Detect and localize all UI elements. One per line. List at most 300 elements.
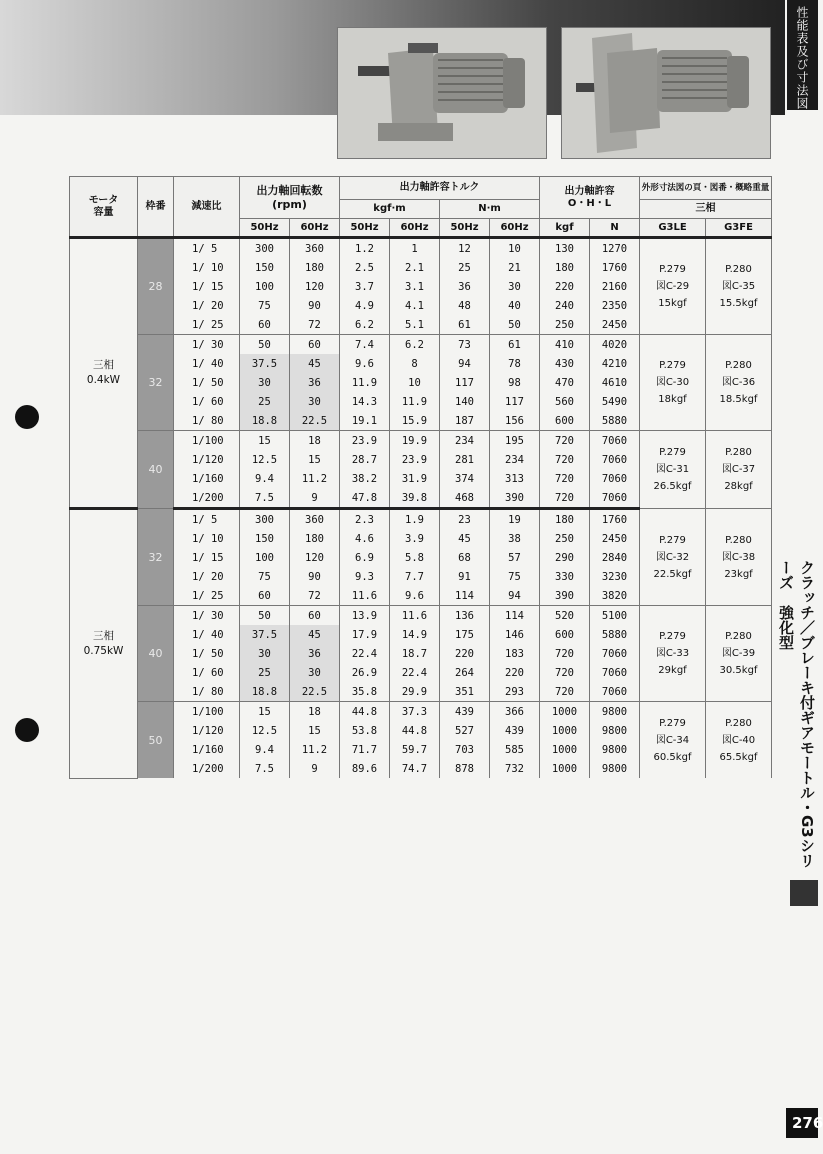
table-cell: 18 [290,702,340,722]
table-cell: 7.7 [390,567,440,586]
col-kgfm-50: 50Hz [340,219,390,238]
table-cell: 19 [490,509,540,530]
table-cell: 7060 [590,644,640,663]
table-cell: 25 [240,663,290,682]
reduction-ratio: 1/ 50 [174,373,240,392]
table-cell: 7060 [590,488,640,509]
g3fe-dimension-ref: P.280 図C-38 23kgf [706,509,772,606]
table-cell: 180 [540,509,590,530]
table-cell: 1000 [540,721,590,740]
col-g3le: G3LE [640,219,706,238]
table-cell: 313 [490,469,540,488]
g3fe-dimension-ref: P.280 図C-37 28kgf [706,431,772,509]
reduction-ratio: 1/100 [174,431,240,451]
g3le-dimension-ref: P.279 図C-33 29kgf [640,606,706,702]
table-cell: 30 [240,644,290,663]
table-cell: 90 [290,567,340,586]
table-cell: 720 [540,682,590,702]
table-cell: 470 [540,373,590,392]
table-cell: 9800 [590,740,640,759]
table-cell: 19.9 [390,431,440,451]
table-cell: 71.7 [340,740,390,759]
reduction-ratio: 1/160 [174,740,240,759]
col-speed: 出力軸回転数 (rpm) [240,177,340,219]
table-cell: 117 [440,373,490,392]
motor-capacity: 三相 0.4kW [70,238,138,509]
table-cell: 15 [290,721,340,740]
table-cell: 12.5 [240,450,290,469]
reduction-ratio: 1/ 80 [174,411,240,431]
table-cell: 38 [490,529,540,548]
table-cell: 732 [490,759,540,778]
table-cell: 9.3 [340,567,390,586]
table-cell: 5880 [590,625,640,644]
table-cell: 5100 [590,606,640,626]
table-cell: 180 [290,529,340,548]
table-row [70,431,772,451]
table-row [70,335,772,355]
gearmotor-foot-illustration [338,28,546,158]
table-cell: 9.4 [240,740,290,759]
table-row [70,509,772,530]
table-cell: 300 [240,509,290,530]
frame-number: 32 [138,509,174,606]
table-cell: 600 [540,411,590,431]
table-cell: 50 [240,606,290,626]
reduction-ratio: 1/ 10 [174,258,240,277]
table-cell: 351 [440,682,490,702]
table-row [70,238,772,259]
reduction-ratio: 1/ 30 [174,335,240,355]
col-ratio: 減速比 [174,177,240,238]
table-cell: 1.9 [390,509,440,530]
table-cell: 30 [490,277,540,296]
table-cell: 250 [540,529,590,548]
table-cell: 9800 [590,759,640,778]
reduction-ratio: 1/120 [174,721,240,740]
table-cell: 91 [440,567,490,586]
table-cell: 45 [290,625,340,644]
table-cell: 23.9 [390,450,440,469]
table-cell: 150 [240,258,290,277]
table-cell: 7060 [590,431,640,451]
series-title: クラッチ／ブレーキ付ギアモートル・G3シリーズ 強化型 [777,560,816,868]
table-cell: 4.9 [340,296,390,315]
table-cell: 50 [240,335,290,355]
g3fe-dimension-ref: P.280 図C-36 18.5kgf [706,335,772,431]
table-cell: 156 [490,411,540,431]
table-cell: 9800 [590,702,640,722]
table-cell: 264 [440,663,490,682]
table-cell: 5880 [590,411,640,431]
table-cell: 220 [540,277,590,296]
table-cell: 60 [240,586,290,606]
table-cell: 12.5 [240,721,290,740]
table-cell: 360 [290,509,340,530]
table-cell: 720 [540,663,590,682]
table-cell: 11.2 [290,740,340,759]
col-kgfm-60: 60Hz [390,219,440,238]
table-cell: 117 [490,392,540,411]
frame-number: 32 [138,335,174,431]
table-cell: 90 [290,296,340,315]
section-tab[interactable]: 性能表及び寸法図 [787,0,818,110]
table-cell: 1000 [540,702,590,722]
table-cell: 9.4 [240,469,290,488]
table-cell: 18.7 [390,644,440,663]
table-cell: 2.1 [390,258,440,277]
table-cell: 19.1 [340,411,390,431]
table-cell: 7060 [590,469,640,488]
col-nm: N·m [440,200,540,219]
col-motor: モータ 容量 [70,177,138,238]
table-cell: 220 [440,644,490,663]
g3le-dimension-ref: P.279 図C-30 18kgf [640,335,706,431]
table-cell: 4020 [590,335,640,355]
table-cell: 78 [490,354,540,373]
table-cell: 5.1 [390,315,440,335]
table-cell: 140 [440,392,490,411]
table-cell: 7.5 [240,759,290,778]
table-cell: 68 [440,548,490,567]
table-cell: 720 [540,431,590,451]
table-cell: 2450 [590,315,640,335]
table-cell: 10 [390,373,440,392]
reduction-ratio: 1/ 60 [174,392,240,411]
g3le-dimension-ref: P.279 図C-31 26.5kgf [640,431,706,509]
table-cell: 11.2 [290,469,340,488]
table-cell: 187 [440,411,490,431]
binding-hole-bottom [15,718,39,742]
table-cell: 100 [240,277,290,296]
table-cell: 7.5 [240,488,290,509]
g3le-dimension-ref: P.279 図C-34 60.5kgf [640,702,706,779]
frame-number: 28 [138,238,174,335]
table-cell: 44.8 [340,702,390,722]
reduction-ratio: 1/ 25 [174,315,240,335]
table-cell: 8 [390,354,440,373]
table-cell: 1.2 [340,238,390,259]
table-cell: 293 [490,682,540,702]
table-cell: 23 [440,509,490,530]
table-cell: 439 [490,721,540,740]
table-cell: 45 [290,354,340,373]
table-cell: 7060 [590,450,640,469]
reduction-ratio: 1/ 5 [174,509,240,530]
table-cell: 15.9 [390,411,440,431]
table-cell: 1760 [590,509,640,530]
table-cell: 7.4 [340,335,390,355]
table-cell: 37.5 [240,625,290,644]
table-cell: 234 [490,450,540,469]
table-cell: 9 [290,759,340,778]
table-cell: 22.4 [390,663,440,682]
g3fe-dimension-ref: P.280 図C-39 30.5kgf [706,606,772,702]
table-cell: 703 [440,740,490,759]
table-cell: 2840 [590,548,640,567]
table-cell: 9.6 [390,586,440,606]
table-cell: 61 [490,335,540,355]
table-cell: 22.4 [340,644,390,663]
col-nm-60: 60Hz [490,219,540,238]
table-cell: 12 [440,238,490,259]
table-cell: 6.2 [340,315,390,335]
table-cell: 527 [440,721,490,740]
table-cell: 94 [440,354,490,373]
table-cell: 4610 [590,373,640,392]
table-cell: 136 [440,606,490,626]
gearmotor-flange-illustration [562,28,770,158]
motor-capacity: 三相 0.75kW [70,509,138,779]
frame-number: 40 [138,431,174,509]
table-cell: 74.7 [390,759,440,778]
table-cell: 23.9 [340,431,390,451]
table-cell: 120 [290,548,340,567]
table-cell: 2.5 [340,258,390,277]
g3le-dimension-ref: P.279 図C-32 22.5kgf [640,509,706,606]
table-body [70,238,772,779]
reduction-ratio: 1/100 [174,702,240,722]
table-cell: 61 [440,315,490,335]
reduction-ratio: 1/ 40 [174,625,240,644]
table-cell: 114 [440,586,490,606]
table-cell: 9800 [590,721,640,740]
table-cell: 720 [540,644,590,663]
table-cell: 6.9 [340,548,390,567]
performance-table [69,176,772,779]
table-cell: 38.2 [340,469,390,488]
table-cell: 1000 [540,759,590,778]
col-nm-50: 50Hz [440,219,490,238]
table-cell: 2450 [590,529,640,548]
table-cell: 290 [540,548,590,567]
col-torque: 出力軸許容トルク [340,177,540,200]
table-cell: 180 [290,258,340,277]
product-photo-foot-mount [337,27,547,159]
reduction-ratio: 1/ 80 [174,682,240,702]
table-cell: 22.5 [290,411,340,431]
table-cell: 15 [240,702,290,722]
table-cell: 878 [440,759,490,778]
table-cell: 40 [490,296,540,315]
table-cell: 10 [490,238,540,259]
table-cell: 22.5 [290,682,340,702]
col-ohl-n: N [590,219,640,238]
table-cell: 6.2 [390,335,440,355]
table-cell: 60 [290,335,340,355]
table-cell: 175 [440,625,490,644]
table-cell: 234 [440,431,490,451]
table-cell: 366 [490,702,540,722]
table-cell: 410 [540,335,590,355]
table-cell: 30 [290,663,340,682]
g3fe-dimension-ref: P.280 図C-35 15.5kgf [706,238,772,335]
table-cell: 5.8 [390,548,440,567]
table-cell: 18.8 [240,682,290,702]
table-cell: 183 [490,644,540,663]
table-cell: 520 [540,606,590,626]
table-cell: 53.8 [340,721,390,740]
table-cell: 390 [490,488,540,509]
col-frame: 枠番 [138,177,174,238]
table-cell: 60 [240,315,290,335]
table-row [70,606,772,626]
reduction-ratio: 1/ 60 [174,663,240,682]
reduction-ratio: 1/ 15 [174,548,240,567]
table-cell: 26.9 [340,663,390,682]
table-cell: 3820 [590,586,640,606]
table-cell: 560 [540,392,590,411]
table-cell: 11.9 [390,392,440,411]
table-cell: 30 [240,373,290,392]
table-cell: 468 [440,488,490,509]
table-cell: 13.9 [340,606,390,626]
table-cell: 36 [290,373,340,392]
table-cell: 1000 [540,740,590,759]
col-speed-50: 50Hz [240,219,290,238]
side-marker [790,880,818,906]
col-ohl-kgf: kgf [540,219,590,238]
table-cell: 390 [540,586,590,606]
reduction-ratio: 1/160 [174,469,240,488]
table-cell: 3230 [590,567,640,586]
table-cell: 114 [490,606,540,626]
table-cell: 75 [240,296,290,315]
table-cell: 60 [290,606,340,626]
table-cell: 45 [440,529,490,548]
table-cell: 37.5 [240,354,290,373]
table-cell: 2350 [590,296,640,315]
table-cell: 11.9 [340,373,390,392]
table-cell: 195 [490,431,540,451]
table-cell: 281 [440,450,490,469]
table-cell: 250 [540,315,590,335]
frame-number: 40 [138,606,174,702]
table-cell: 4210 [590,354,640,373]
table-cell: 7060 [590,663,640,682]
table-cell: 57 [490,548,540,567]
table-cell: 330 [540,567,590,586]
table-cell: 94 [490,586,540,606]
table-cell: 14.9 [390,625,440,644]
col-kgfm: kgf·m [340,200,440,219]
table-cell: 15 [240,431,290,451]
table-cell: 31.9 [390,469,440,488]
reduction-ratio: 1/120 [174,450,240,469]
table-cell: 35.8 [340,682,390,702]
table-cell: 360 [290,238,340,259]
table-cell: 37.3 [390,702,440,722]
reduction-ratio: 1/ 5 [174,238,240,259]
table-cell: 7060 [590,682,640,702]
table-cell: 25 [240,392,290,411]
table-cell: 89.6 [340,759,390,778]
table-cell: 36 [290,644,340,663]
col-dims: 外形寸法図の頁・図番・概略重量 [640,177,772,200]
table-cell: 600 [540,625,590,644]
table-cell: 48 [440,296,490,315]
frame-number: 50 [138,702,174,779]
table-cell: 75 [490,567,540,586]
table-cell: 15 [290,450,340,469]
table-cell: 72 [290,586,340,606]
binding-hole-top [15,405,39,429]
table-cell: 18.8 [240,411,290,431]
reduction-ratio: 1/ 10 [174,529,240,548]
table-cell: 17.9 [340,625,390,644]
table-cell: 180 [540,258,590,277]
page-number: 276 [786,1108,818,1138]
reduction-ratio: 1/200 [174,488,240,509]
table-cell: 1 [390,238,440,259]
table-cell: 5490 [590,392,640,411]
reduction-ratio: 1/ 50 [174,644,240,663]
table-cell: 374 [440,469,490,488]
table-cell: 28.7 [340,450,390,469]
g3fe-dimension-ref: P.280 図C-40 65.5kgf [706,702,772,779]
table-cell: 2.3 [340,509,390,530]
table-cell: 150 [240,529,290,548]
table-cell: 4.1 [390,296,440,315]
table-cell: 720 [540,450,590,469]
table-cell: 47.8 [340,488,390,509]
table-cell: 146 [490,625,540,644]
table-cell: 25 [440,258,490,277]
table-cell: 98 [490,373,540,392]
table-cell: 2160 [590,277,640,296]
table-cell: 120 [290,277,340,296]
table-cell: 72 [290,315,340,335]
table-cell: 3.7 [340,277,390,296]
table-cell: 9 [290,488,340,509]
table-cell: 30 [290,392,340,411]
table-cell: 240 [540,296,590,315]
table-cell: 1270 [590,238,640,259]
col-g3fe: G3FE [706,219,772,238]
table-cell: 11.6 [390,606,440,626]
table-cell: 59.7 [390,740,440,759]
table-cell: 130 [540,238,590,259]
reduction-ratio: 1/ 20 [174,567,240,586]
g3le-dimension-ref: P.279 図C-29 15kgf [640,238,706,335]
table-cell: 585 [490,740,540,759]
reduction-ratio: 1/ 25 [174,586,240,606]
reduction-ratio: 1/200 [174,759,240,778]
table-cell: 220 [490,663,540,682]
table-cell: 73 [440,335,490,355]
table-cell: 18 [290,431,340,451]
product-photo-flange-mount [561,27,771,159]
table-cell: 75 [240,567,290,586]
table-cell: 3.9 [390,529,440,548]
reduction-ratio: 1/ 15 [174,277,240,296]
table-cell: 36 [440,277,490,296]
reduction-ratio: 1/ 40 [174,354,240,373]
col-sanso: 三相 [640,200,772,219]
table-cell: 9.6 [340,354,390,373]
col-speed-60: 60Hz [290,219,340,238]
table-cell: 300 [240,238,290,259]
table-cell: 4.6 [340,529,390,548]
table-cell: 44.8 [390,721,440,740]
table-cell: 720 [540,488,590,509]
table-cell: 21 [490,258,540,277]
table-cell: 39.8 [390,488,440,509]
table-cell: 29.9 [390,682,440,702]
table-cell: 1760 [590,258,640,277]
table-cell: 720 [540,469,590,488]
table-cell: 430 [540,354,590,373]
